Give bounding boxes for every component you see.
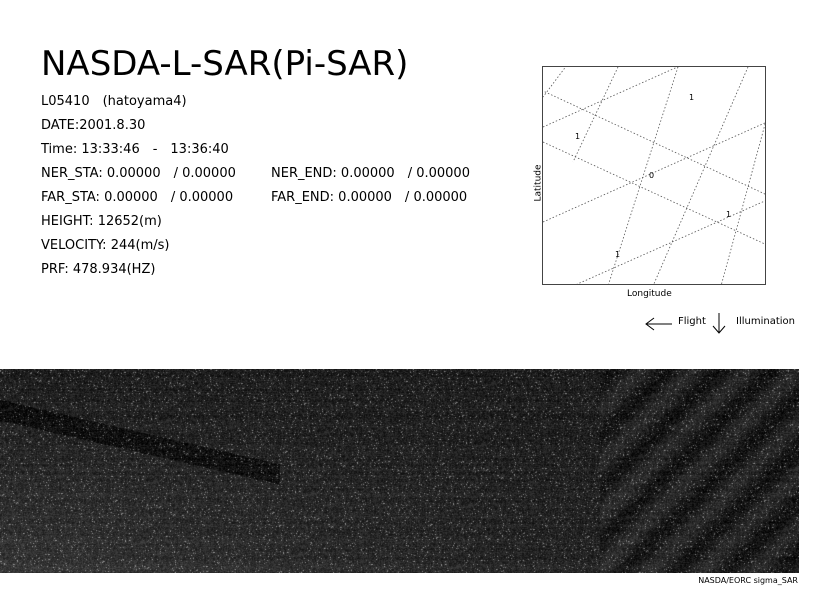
grid-line xyxy=(653,67,748,285)
grid-line xyxy=(543,67,573,97)
scene-id: L05410 (hatoyama4) xyxy=(41,94,187,109)
acquisition-date: DATE:2001.8.30 xyxy=(41,118,146,133)
acquisition-time: Time: 13:33:46 - 13:36:40 xyxy=(41,142,229,157)
grid-line xyxy=(573,67,618,162)
ner-end: NER_END: 0.00000 / 0.00000 xyxy=(271,166,470,181)
map-xlabel: Longitude xyxy=(627,289,672,299)
grid-label: 1 xyxy=(575,132,581,141)
grid-line xyxy=(543,142,766,245)
prf: PRF: 478.934(HZ) xyxy=(41,262,156,277)
map-grid xyxy=(543,67,766,285)
grid-line xyxy=(721,117,766,285)
map-ylabel: Latitude xyxy=(533,164,544,202)
grid-line xyxy=(543,67,766,127)
grid-label: 1 xyxy=(689,93,695,102)
credit: NASDA/EORC sigma_SAR xyxy=(698,576,798,585)
illumination-label: Illumination xyxy=(736,316,795,327)
far-sta: FAR_STA: 0.00000 / 0.00000 xyxy=(41,190,234,205)
flight-label: Flight xyxy=(678,316,706,327)
far-end: FAR_END: 0.00000 / 0.00000 xyxy=(271,190,468,205)
page-title: NASDA-L-SAR(Pi-SAR) xyxy=(41,44,409,84)
location-map xyxy=(542,66,766,285)
grid-label: 1 xyxy=(615,250,621,259)
flight-arrow-icon xyxy=(644,316,674,332)
velocity: VELOCITY: 244(m/s) xyxy=(41,238,170,253)
sar-canvas xyxy=(0,369,799,573)
sar-image xyxy=(0,369,799,573)
grid-line xyxy=(573,200,766,285)
grid-label: 1 xyxy=(726,210,732,219)
height: HEIGHT: 12652(m) xyxy=(41,214,162,229)
ner-sta: NER_STA: 0.00000 / 0.00000 xyxy=(41,166,236,181)
illumination-arrow-icon xyxy=(710,312,728,336)
grid-label: 0 xyxy=(649,171,655,180)
